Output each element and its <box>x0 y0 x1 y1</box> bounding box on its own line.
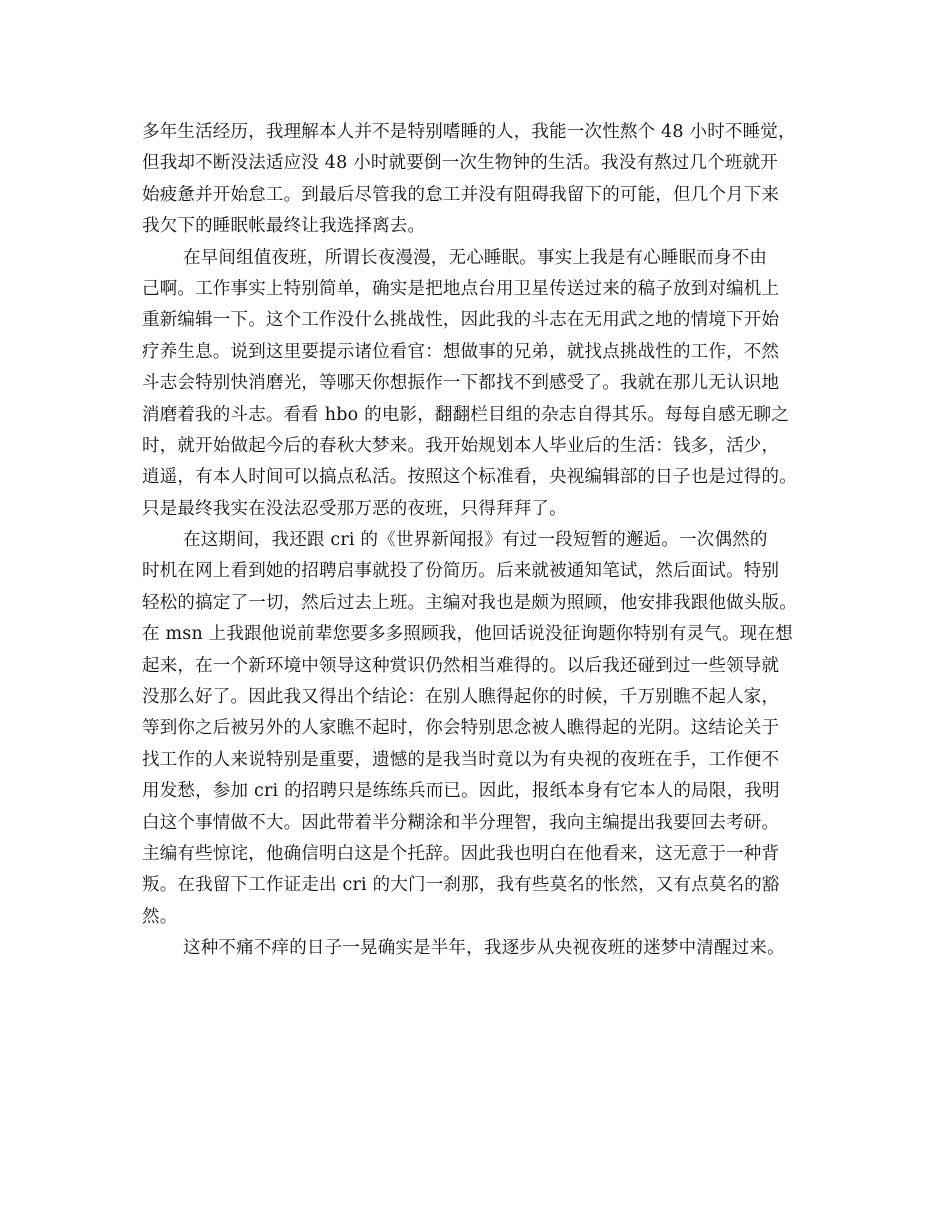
text-line: 只是最终我实在没法忍受那万恶的夜班，只得拜拜了。 <box>142 498 567 519</box>
paragraph-start-line: 这种不痛不痒的日子一晃确实是半年，我逐步从央视夜班的迷梦中清醒过来。 <box>183 938 785 959</box>
text-line: 白这个事情做不大。因此带着半分糊涂和半分理智，我向主编提出我要回去考研。 <box>142 812 780 833</box>
text-line: 然。 <box>142 906 178 927</box>
paragraph-start-line: 在早间组值夜班，所谓长夜漫漫，无心睡眠。事实上我是有心睡眠而身不由 <box>183 247 768 268</box>
text-line: 消磨着我的斗志。看看 hbo 的电影，翻翻栏目组的杂志自得其乐。每每自感无聊之 <box>142 404 789 425</box>
text-line: 没那么好了。因此我又得出个结论：在别人瞧得起你的时候，千万别瞧不起人家， <box>142 687 780 708</box>
paragraph-start-line: 在这期间，我还跟 cri 的《世界新闻报》有过一段短暂的邂逅。一次偶然的 <box>183 530 768 551</box>
text-line: 时，就开始做起今后的春秋大梦来。我开始规划本人毕业后的生活：钱多，活少， <box>142 435 780 456</box>
text-line: 多年生活经历，我理解本人并不是特别嗜睡的人，我能一次性熬个 48 小时不睡觉， <box>142 122 796 142</box>
text-line: 逍遥，有本人时间可以搞点私活。按照这个标准看，央视编辑部的日子也是过得的。 <box>142 467 797 488</box>
text-line: 始疲惫并开始怠工。到最后尽管我的怠工并没有阻碍我留下的可能，但几个月下来 <box>142 184 780 205</box>
text-line: 重新编辑一下。这个工作没什么挑战性，因此我的斗志在无用武之地的情境下开始 <box>142 310 780 331</box>
body-text <box>142 117 832 965</box>
text-line: 轻松的搞定了一切，然后过去上班。主编对我也是颇为照顾，他安排我跟他做头版。 <box>142 592 797 613</box>
text-line: 找工作的人来说特别是重要，遗憾的是我当时竟以为有央视的夜班在手，工作便不 <box>142 749 780 770</box>
text-line: 起来，在一个新环境中领导这种赏识仍然相当难得的。以后我还碰到过一些领导就 <box>142 655 780 676</box>
text-line: 己啊。工作事实上特别简单，确实是把地点台用卫星传送过来的稿子放到对编机上 <box>142 278 780 299</box>
text-line: 但我却不断没法适应没 48 小时就要倒一次生物钟的生活。我没有熬过几个班就开 <box>142 153 778 174</box>
text-line: 用发愁，参加 cri 的招聘只是练练兵而已。因此，报纸本身有它本人的局限，我明 <box>142 781 780 802</box>
text-line: 主编有些惊诧，他确信明白这是个托辞。因此我也明白在他看来，这无意于一种背 <box>142 843 780 864</box>
text-line: 我欠下的睡眠帐最终让我选择离去。 <box>142 216 426 237</box>
text-line: 在 msn 上我跟他说前辈您要多多照顾我，他回话说没征询题你特别有灵气。现在想 <box>142 624 793 645</box>
text-line: 疗养生息。说到这里要提示诸位看官：想做事的兄弟，就找点挑战性的工作，不然 <box>142 341 780 362</box>
text-line: 时机在网上看到她的招聘启事就投了份简历。后来就被通知笔试，然后面试。特别 <box>142 561 780 582</box>
text-line: 叛。在我留下工作证走出 cri 的大门一刹那，我有些莫名的怅然，又有点莫名的豁 <box>142 875 780 896</box>
text-line: 等到你之后被另外的人家瞧不起时，你会特别思念被人瞧得起的光阴。这结论关于 <box>142 718 780 739</box>
text-line: 斗志会特别快消磨光，等哪天你想振作一下都找不到感受了。我就在那儿无认识地 <box>142 373 780 394</box>
